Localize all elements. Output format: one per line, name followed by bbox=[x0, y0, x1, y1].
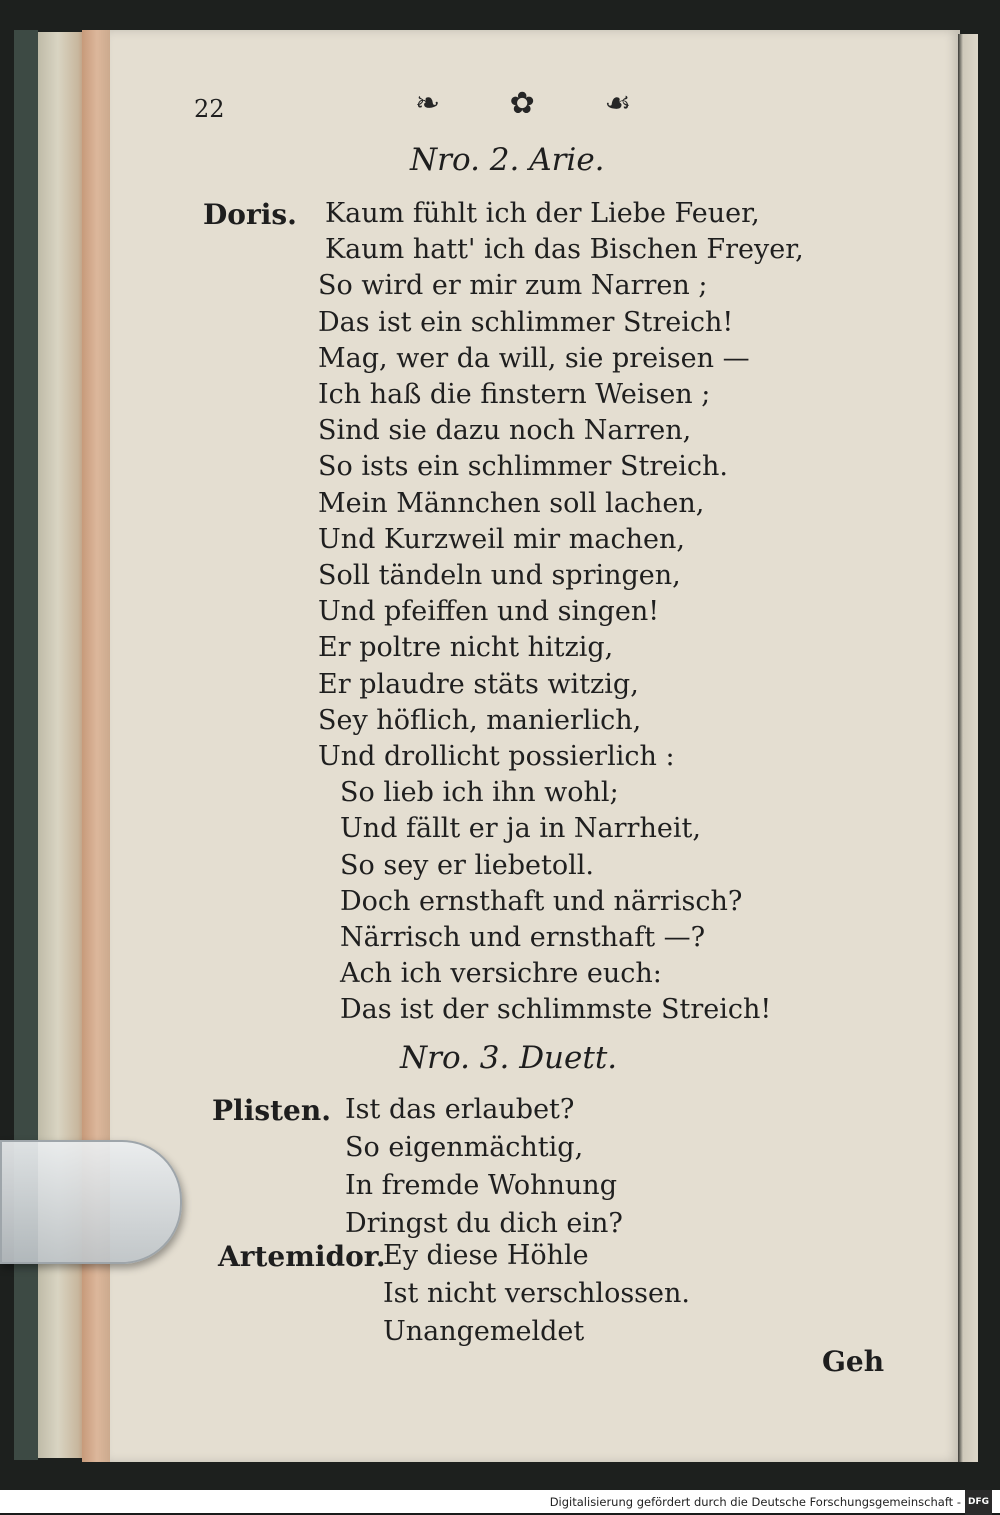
speaker-doris: Doris. bbox=[203, 198, 297, 231]
page-number: 22 bbox=[194, 95, 225, 123]
verse-line: Sind sie dazu noch Narren, bbox=[318, 415, 692, 447]
verse-line: So ists ein schlimmer Streich. bbox=[318, 451, 728, 483]
verse-line: Kaum hatt' ich das Bischen Freyer, bbox=[325, 234, 804, 266]
verse-line: In fremde Wohnung bbox=[345, 1170, 617, 1201]
verse-line: Ist nicht verschlossen. bbox=[383, 1278, 690, 1309]
verse-line: Mag, wer da will, sie preisen — bbox=[318, 342, 750, 374]
verse-line: Das ist der schlimmste Streich! bbox=[340, 994, 772, 1026]
verse-line: Ich haß die finstern Weisen ; bbox=[318, 379, 711, 410]
verse-line: Mein Männchen soll lachen, bbox=[318, 487, 705, 519]
verse-line: Soll tändeln und springen, bbox=[318, 560, 681, 591]
section-heading-duett: Nro. 3. Duett. bbox=[400, 1040, 618, 1076]
verse-line: Das ist ein schlimmer Streich! bbox=[318, 306, 734, 338]
speaker-artemidor: Artemidor. bbox=[218, 1240, 386, 1273]
verse-line: So eigenmächtig, bbox=[345, 1132, 584, 1163]
verse-line: Er plaudre stäts witzig, bbox=[318, 668, 639, 700]
verse-line: Er poltre nicht hitzig, bbox=[318, 632, 614, 664]
verse-line: Ach ich versichre euch: bbox=[340, 958, 662, 990]
verse-line: So sey er liebetoll. bbox=[340, 849, 594, 881]
verse-line: Und fällt er ja in Narrheit, bbox=[340, 813, 701, 845]
facing-page-edge bbox=[958, 34, 978, 1462]
verse-line: Dringst du dich ein? bbox=[345, 1208, 623, 1239]
verse-line: So wird er mir zum Narren ; bbox=[318, 270, 708, 302]
verse-line: Doch ernsthaft und närrisch? bbox=[340, 885, 743, 917]
verse-line: So lieb ich ihn wohl; bbox=[340, 777, 619, 809]
verse-line: Närrisch und ernsthaft —? bbox=[340, 922, 706, 953]
dfg-logo: DFG bbox=[965, 1490, 992, 1515]
verse-line: Unangemeldet bbox=[383, 1316, 585, 1347]
verse-line: Kaum fühlt ich der Liebe Feuer, bbox=[325, 198, 760, 229]
speaker-plisten: Plisten. bbox=[212, 1094, 331, 1127]
footer-bar bbox=[0, 1490, 1000, 1513]
verse-line: Sey höflich, manierlich, bbox=[318, 704, 642, 736]
catchword: Geh bbox=[822, 1345, 885, 1378]
ornament-icon: ❧ ✿ ☙ bbox=[415, 86, 662, 121]
verse-line: Ey diese Höhle bbox=[383, 1240, 589, 1271]
page-clip bbox=[0, 1140, 182, 1264]
verse-line: Und Kurzweil mir machen, bbox=[318, 523, 685, 555]
section-heading-arie: Nro. 2. Arie. bbox=[410, 142, 605, 178]
verse-line: Und pfeiffen und singen! bbox=[318, 596, 660, 628]
verse-line: Ist das erlaubet? bbox=[345, 1094, 575, 1125]
footer-text: Digitalisierung gefördert durch die Deutsche Forschungsgemeinschaft - bbox=[549, 1495, 961, 1509]
verse-line: Und drollicht possierlich : bbox=[318, 741, 675, 772]
